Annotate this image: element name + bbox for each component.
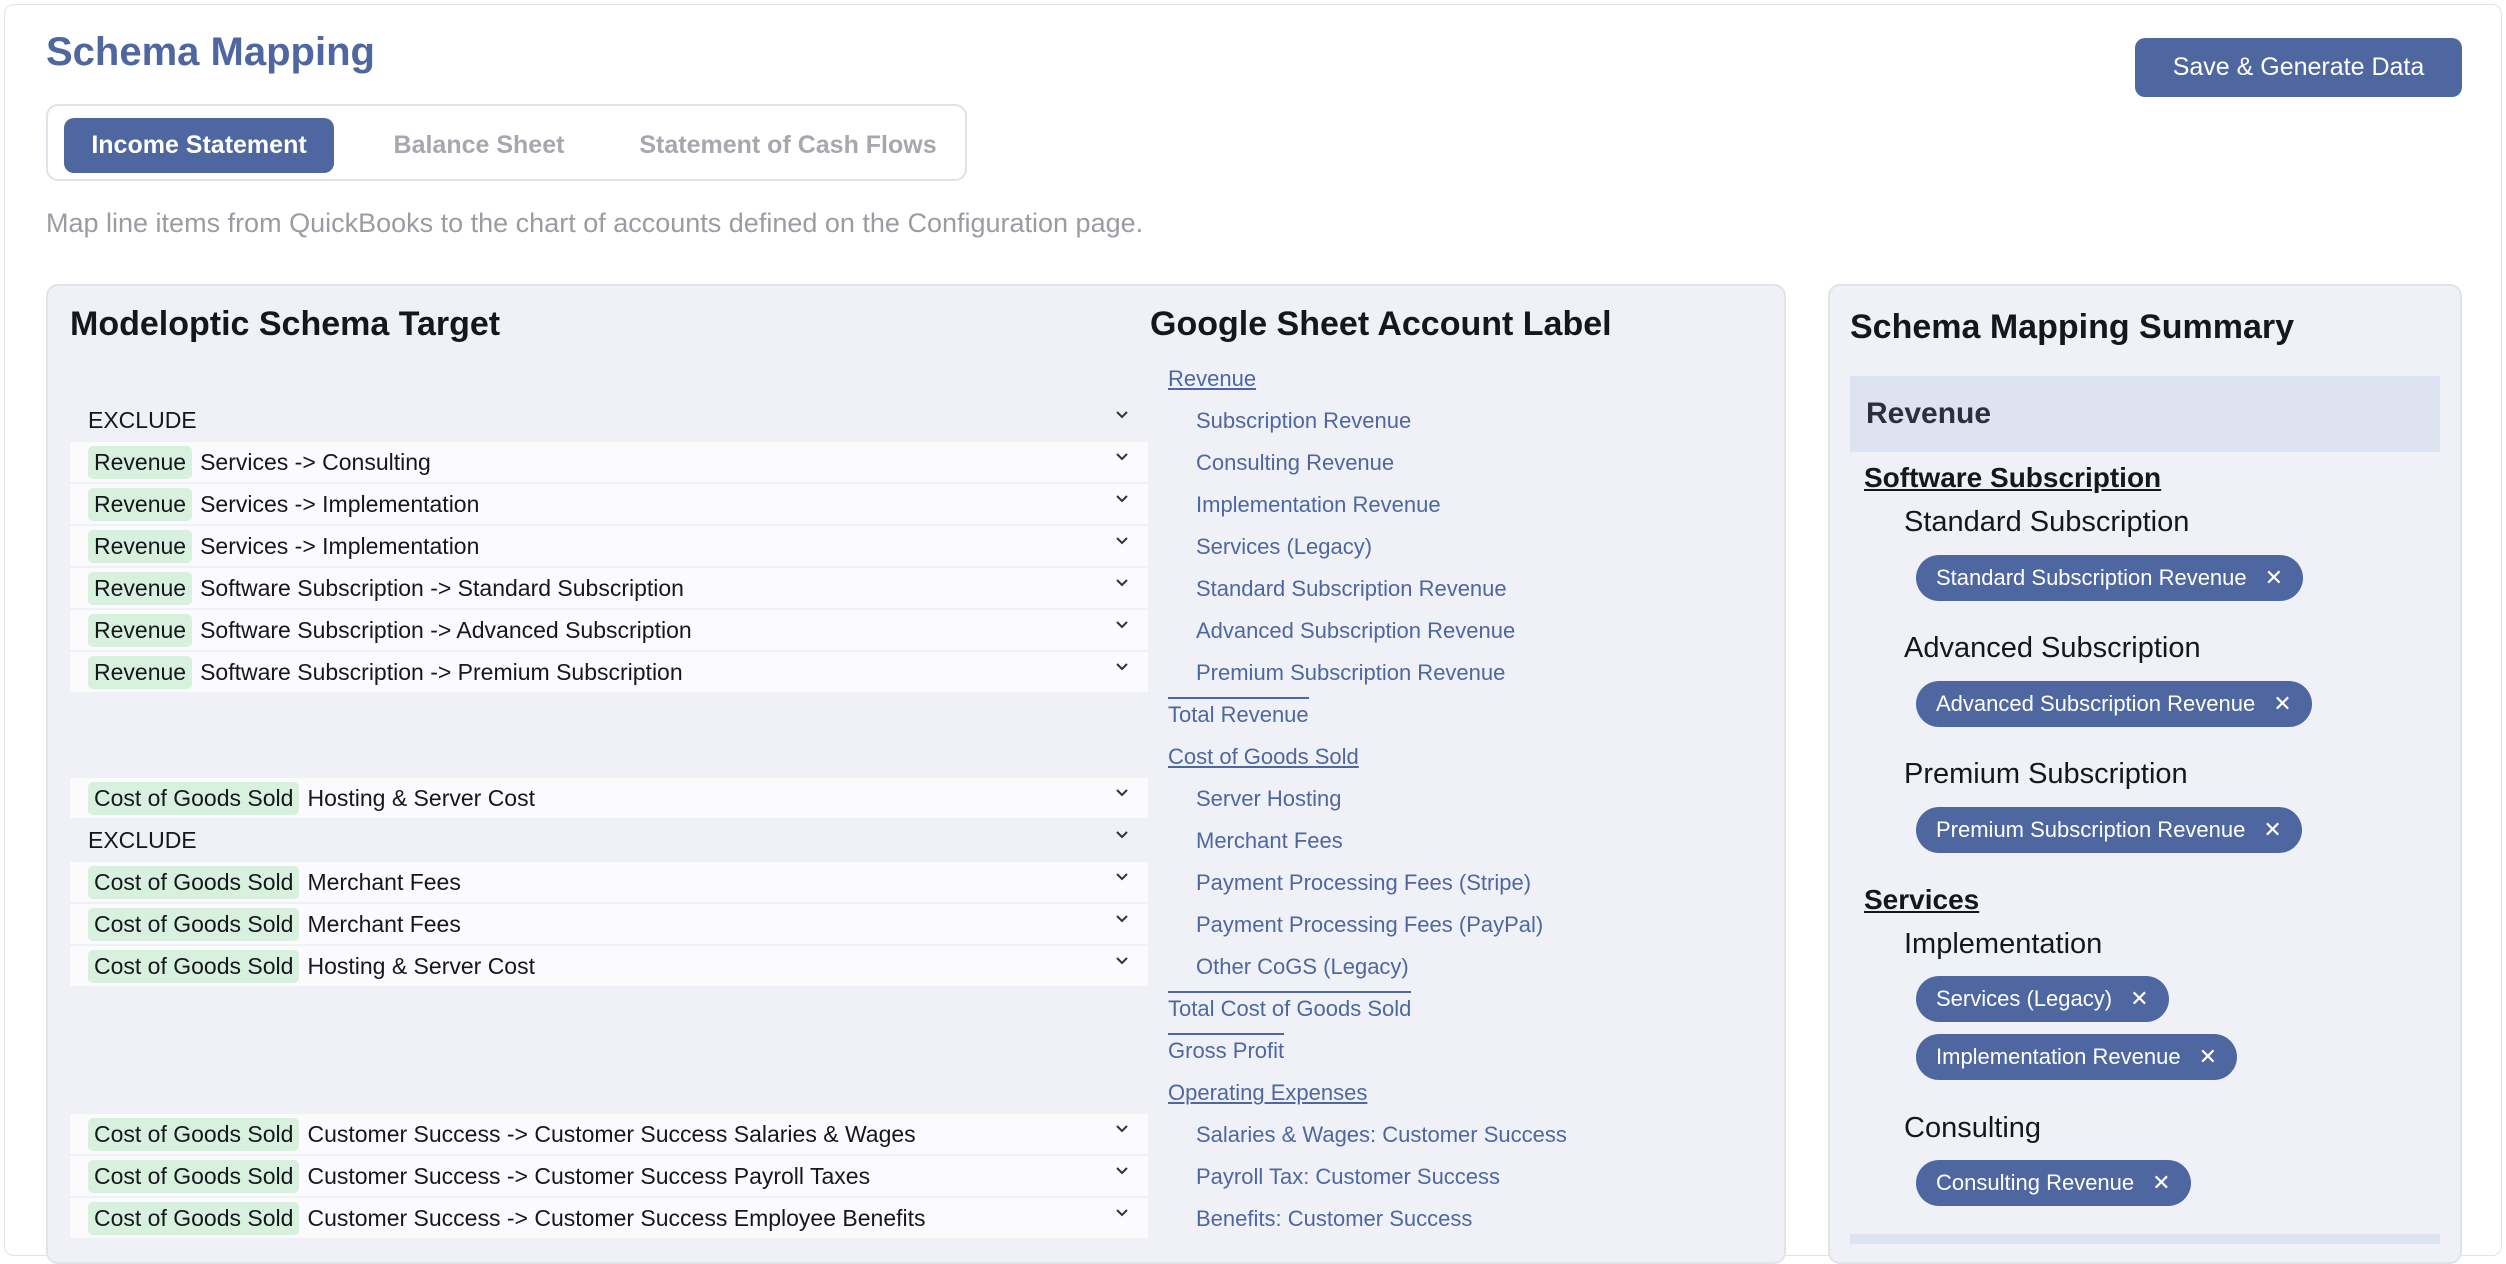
target-value: EXCLUDE [88, 826, 197, 853]
mapping-row[interactable] [70, 568, 1148, 608]
chevron-down-icon[interactable] [1114, 535, 1130, 547]
chip-label: Premium Subscription Revenue [1936, 817, 2246, 842]
chevron-down-icon[interactable] [1114, 913, 1130, 925]
account-label[interactable]: Payroll Tax: Customer Success [1196, 1164, 1501, 1189]
account-label[interactable]: Premium Subscription Revenue [1196, 660, 1506, 685]
target-value: Customer Success -> Customer Success Salaries & Wages [307, 1120, 916, 1147]
target-value: Software Subscription -> Premium Subscription [200, 658, 683, 685]
account-label[interactable]: Server Hosting [1196, 786, 1342, 811]
chevron-down-icon[interactable] [1114, 1123, 1130, 1135]
account-total-label[interactable]: Gross Profit [1168, 1038, 1285, 1063]
mapped-account-chip[interactable] [1916, 681, 2312, 727]
chip-label: Advanced Subscription Revenue [1936, 691, 2256, 716]
chevron-down-icon[interactable] [1114, 451, 1130, 463]
target-value: Merchant Fees [307, 910, 461, 937]
category-tag: Cost of Goods Sold [88, 950, 299, 983]
mapping-row[interactable] [70, 1198, 1148, 1238]
category-tag: Revenue [88, 530, 192, 563]
save-generate-button[interactable]: Save & Generate Data [2135, 38, 2462, 97]
mapping-row[interactable] [70, 1156, 1148, 1196]
account-label[interactable]: Subscription Revenue [1196, 408, 1412, 433]
chevron-down-icon[interactable] [1114, 619, 1130, 631]
mapping-row[interactable] [70, 946, 1148, 986]
chevron-down-icon[interactable] [1114, 1207, 1130, 1219]
chip-label: Implementation Revenue [1936, 1044, 2181, 1069]
mapping-row[interactable] [70, 1114, 1148, 1154]
chevron-down-icon[interactable] [1114, 871, 1130, 883]
chevron-down-icon[interactable] [1114, 829, 1130, 841]
category-tag: Cost of Goods Sold [88, 1160, 299, 1193]
account-label[interactable]: Payment Processing Fees (PayPal) [1196, 912, 1544, 937]
target-value: Software Subscription -> Standard Subscription [200, 574, 684, 601]
chevron-down-icon[interactable] [1114, 787, 1130, 799]
mapped-account-chip[interactable] [1916, 1160, 2191, 1206]
remove-icon[interactable]: ✕ [2263, 817, 2282, 842]
tab-balance-sheet[interactable]: Balance Sheet [393, 131, 565, 159]
target-value: Services -> Implementation [200, 532, 480, 559]
mapping-row[interactable] [70, 442, 1148, 482]
mapping-row[interactable] [70, 820, 1148, 860]
chevron-down-icon[interactable] [1114, 493, 1130, 505]
summary-title: Schema Mapping Summary [1850, 308, 2295, 346]
summary-sub-standard: Standard Subscription [1904, 506, 2190, 538]
summary-sub-premium: Premium Subscription [1904, 758, 2188, 790]
mapping-row[interactable] [70, 526, 1148, 566]
chevron-down-icon[interactable] [1114, 1165, 1130, 1177]
chip-label: Consulting Revenue [1936, 1170, 2135, 1195]
account-total-label[interactable]: Total Revenue [1168, 702, 1309, 727]
remove-icon[interactable]: ✕ [2198, 1044, 2218, 1069]
summary-sub-implementation: Implementation [1904, 928, 2103, 960]
statement-tabs [46, 104, 967, 181]
chip-label: Services (Legacy) [1936, 986, 2113, 1011]
account-label[interactable]: Consulting Revenue [1196, 450, 1395, 475]
target-value: Hosting & Server Cost [307, 784, 535, 811]
page-title: Schema Mapping [46, 30, 375, 74]
account-group-label[interactable]: Cost of Goods Sold [1168, 744, 1359, 769]
category-tag: Revenue [88, 488, 192, 521]
summary-next-section-edge [1850, 1234, 2440, 1244]
remove-icon[interactable]: ✕ [2264, 565, 2284, 590]
mapped-account-chip[interactable] [1916, 807, 2302, 853]
category-tag: Cost of Goods Sold [88, 1202, 299, 1235]
target-value: Services -> Implementation [200, 490, 480, 517]
page-subtitle: Map line items from QuickBooks to the chart of accounts defined on the Configuration page. [46, 208, 1144, 238]
account-label[interactable]: Services (Legacy) [1196, 534, 1373, 559]
mapping-row[interactable] [70, 610, 1148, 650]
mapping-row[interactable] [70, 652, 1148, 692]
target-value: Services -> Consulting [200, 448, 431, 475]
remove-icon[interactable]: ✕ [2273, 691, 2292, 716]
mapping-row[interactable] [70, 778, 1148, 818]
target-value: Merchant Fees [307, 868, 461, 895]
mapped-account-chip[interactable] [1916, 1034, 2237, 1080]
target-value: Customer Success -> Customer Success Payroll Taxes [307, 1162, 871, 1189]
target-value: Customer Success -> Customer Success Employee Benefits [307, 1204, 926, 1231]
tab-income-statement[interactable]: Income Statement [64, 118, 334, 173]
summary-sub-consulting: Consulting [1904, 1112, 2042, 1144]
category-tag: Cost of Goods Sold [88, 866, 299, 899]
chip-label: Standard Subscription Revenue [1936, 565, 2247, 590]
mapping-row[interactable] [70, 400, 1148, 440]
account-label[interactable]: Implementation Revenue [1196, 492, 1441, 517]
account-label[interactable]: Merchant Fees [1196, 828, 1343, 853]
account-group-label[interactable]: Operating Expenses [1168, 1080, 1368, 1105]
remove-icon[interactable]: ✕ [2152, 1170, 2171, 1195]
mapped-account-chip[interactable] [1916, 976, 2169, 1022]
chevron-down-icon[interactable] [1114, 661, 1130, 673]
mapping-row[interactable] [70, 862, 1148, 902]
target-value: Hosting & Server Cost [307, 952, 535, 979]
mapped-account-chip[interactable] [1916, 555, 2303, 601]
account-total-label[interactable]: Total Cost of Goods Sold [1168, 996, 1412, 1021]
category-tag: Revenue [88, 656, 192, 689]
category-tag: Cost of Goods Sold [88, 782, 299, 815]
category-tag: Revenue [88, 446, 192, 479]
category-tag: Cost of Goods Sold [88, 1118, 299, 1151]
account-label-heading: Google Sheet Account Label [1150, 305, 1612, 343]
chevron-down-icon[interactable] [1114, 577, 1130, 589]
remove-icon[interactable]: ✕ [2130, 986, 2149, 1011]
account-label[interactable]: Payment Processing Fees (Stripe) [1196, 870, 1532, 895]
category-tag: Revenue [88, 572, 192, 605]
summary-group-services: Services [1864, 884, 1980, 915]
target-value: Software Subscription -> Advanced Subscription [200, 616, 692, 643]
chevron-down-icon[interactable] [1114, 955, 1130, 967]
account-label[interactable]: Other CoGS (Legacy) [1196, 954, 1409, 979]
account-label[interactable]: Salaries & Wages: Customer Success [1196, 1122, 1567, 1147]
summary-group-software: Software Subscription [1864, 462, 2162, 493]
account-group-label[interactable]: Revenue [1168, 366, 1257, 391]
target-value: EXCLUDE [88, 406, 197, 433]
summary-section-header: Revenue [1850, 376, 2440, 452]
summary-sub-advanced: Advanced Subscription [1904, 632, 2201, 664]
mapping-row[interactable] [70, 484, 1148, 524]
mapping-row[interactable] [70, 904, 1148, 944]
account-label[interactable]: Advanced Subscription Revenue [1196, 618, 1516, 643]
account-label[interactable]: Standard Subscription Revenue [1196, 576, 1507, 601]
chevron-down-icon[interactable] [1114, 409, 1130, 421]
schema-target-heading: Modeloptic Schema Target [70, 305, 501, 343]
account-label[interactable]: Benefits: Customer Success [1196, 1206, 1473, 1231]
tab-cash-flows[interactable]: Statement of Cash Flows [639, 131, 937, 159]
category-tag: Cost of Goods Sold [88, 908, 299, 941]
category-tag: Revenue [88, 614, 192, 647]
